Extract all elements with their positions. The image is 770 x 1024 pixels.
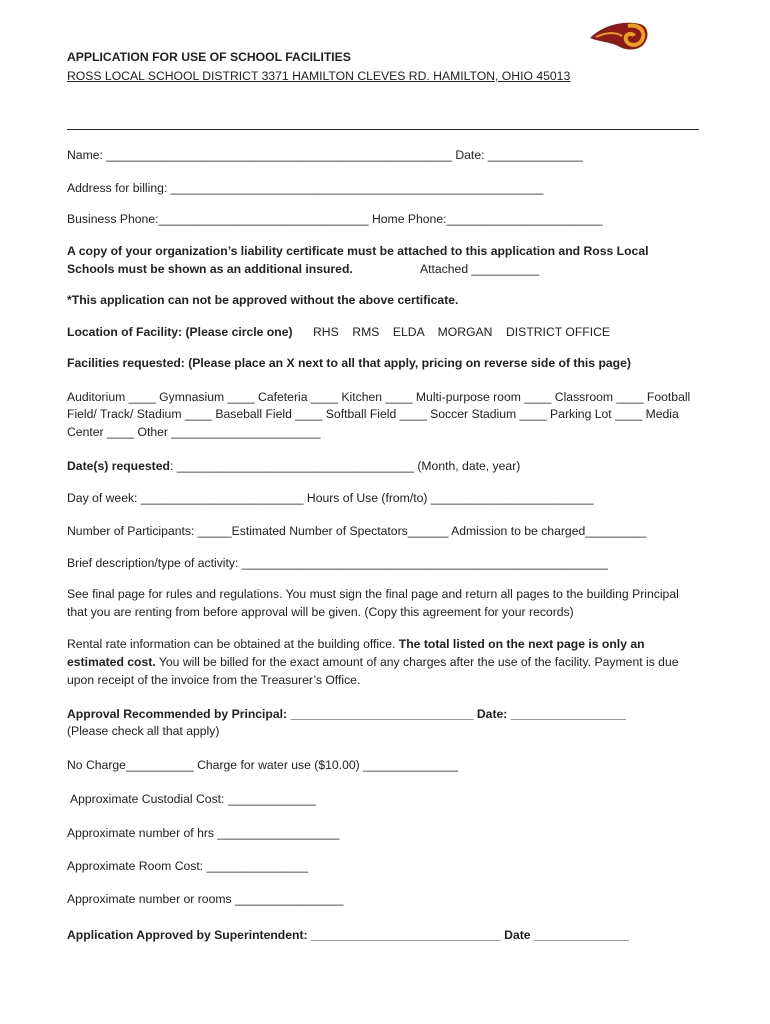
rental-text-2a: estimated cost. [67, 655, 156, 669]
rules-text-1: See final page for rules and regulations. You must sign the final page and return all pages to the building Principal [67, 587, 679, 601]
ram-mascot-icon [588, 18, 650, 52]
phone-line[interactable]: Business Phone:_______________________________ Home Phone:_______________________ [67, 212, 603, 226]
location-options[interactable]: RHS RMS ELDA MORGAN DISTRICT OFFICE [313, 325, 611, 339]
dates-requested-line[interactable] [67, 459, 520, 473]
superintendent-approval-line[interactable]: Application Approved by Superintendent: ____________________________ Date ______________ [67, 928, 629, 942]
location-label: Location of Facility: (Please circle one) [67, 325, 293, 339]
facilities-requested-label: Facilities requested: (Please place an X next to all that apply, pricing on reverse side of this page) [67, 356, 631, 370]
hours-line[interactable]: Approximate number of hrs __________________ [67, 826, 340, 840]
attached-field[interactable]: Attached __________ [420, 262, 540, 276]
custodial-cost-line[interactable]: Approximate Custodial Cost: _____________ [70, 792, 316, 806]
form-title: APPLICATION FOR USE OF SCHOOL FACILITIES [67, 50, 351, 64]
rental-text-1b: The total listed on the next page is only an [398, 637, 645, 651]
rental-text-2b: You will be billed for the exact amount of any charges after the use of the facility. Payment is due [155, 655, 679, 669]
rental-text-3: upon receipt of the invoice from the Treasurer’s Office. [67, 673, 361, 687]
facilities-line-1[interactable]: Auditorium ____ Gymnasium ____ Cafeteria ____ Kitchen ____ Multi-purpose room ____ Classroom ____ Football [67, 390, 691, 404]
activity-description-line[interactable]: Brief description/type of activity: ______________________________________________________ [67, 556, 608, 570]
day-hours-line[interactable]: Day of week: ________________________ Hours of Use (from/to) ________________________ [67, 491, 594, 505]
dates-requested-label: Date(s) requested [67, 459, 170, 473]
check-all-note: (Please check all that apply) [67, 724, 220, 738]
name-date-line[interactable]: Name: ___________________________________________________ Date: ______________ [67, 148, 583, 162]
participants-line[interactable]: Number of Participants: _____Estimated Number of Spectators______ Admission to be charged_________ [67, 524, 647, 538]
divider [67, 129, 699, 130]
room-cost-line[interactable]: Approximate Room Cost: _______________ [67, 859, 309, 873]
rental-text-2 [67, 655, 679, 669]
rental-text-1a: Rental rate information can be obtained at the building office. [67, 637, 399, 651]
facilities-line-3[interactable]: Center ____ Other ______________________ [67, 425, 321, 439]
charge-line[interactable]: No Charge__________ Charge for water use ($10.00) ______________ [67, 758, 458, 772]
certificate-text-2: Schools must be shown as an additional insured. [67, 262, 353, 276]
district-address: ROSS LOCAL SCHOOL DISTRICT 3371 HAMILTON CLEVES RD. HAMILTON, OHIO 45013 [67, 69, 571, 83]
certificate-note: *This application can not be approved without the above certificate. [67, 293, 459, 307]
billing-address-line[interactable]: Address for billing: _______________________________________________________ [67, 181, 544, 195]
rental-text-1 [67, 637, 645, 651]
rules-text-2: that you are renting from before approval will be given. (Copy this agreement for your records) [67, 605, 574, 619]
rooms-count-line[interactable]: Approximate number or rooms ________________ [67, 892, 344, 906]
principal-approval-line[interactable]: Approval Recommended by Principal: ___________________________ Date: _________________ [67, 707, 626, 721]
facilities-line-2[interactable]: Field/ Track/ Stadium ____ Baseball Field ____ Softball Field ____ Soccer Stadium ____ Parking Lot ____ Media [67, 407, 679, 421]
dates-requested-field[interactable]: : ___________________________________ (Month, date, year) [169, 459, 521, 473]
certificate-text-1: A copy of your organization’s liability certificate must be attached to this application and Ross Local [67, 244, 649, 258]
